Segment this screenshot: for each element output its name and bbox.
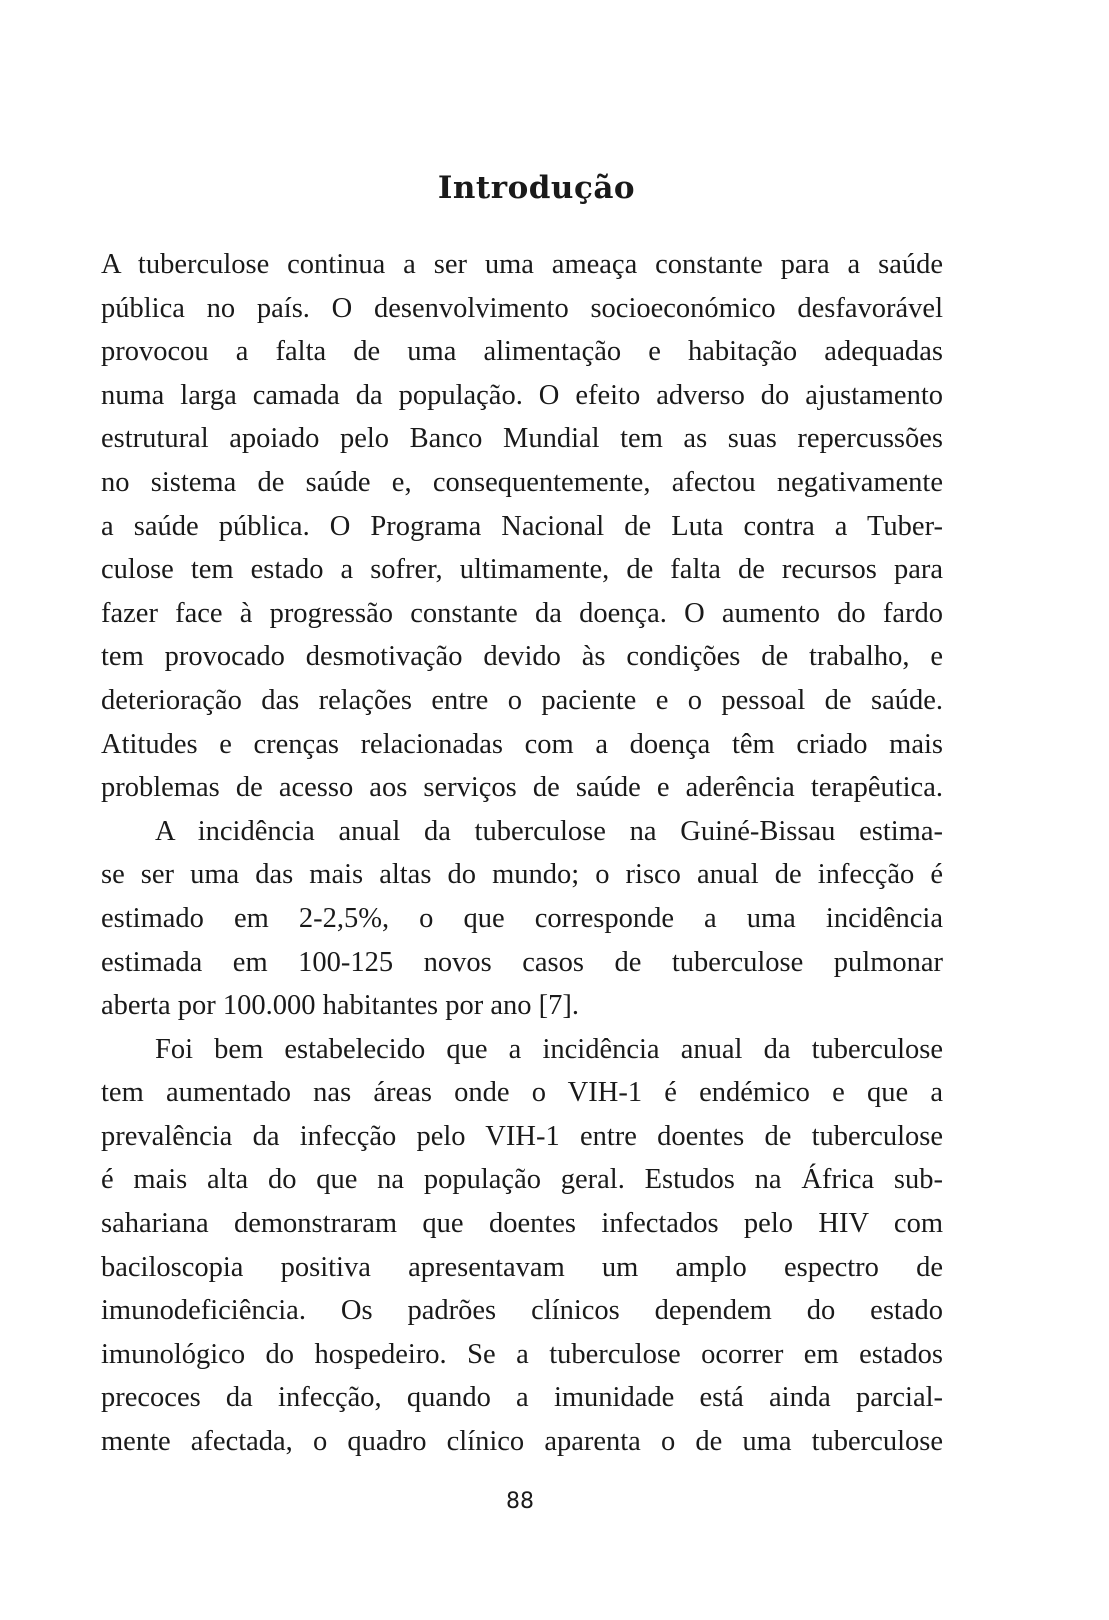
text-line: estimada em 100-125 novos casos de tuberculose pulmonar xyxy=(101,946,943,978)
text-line: tem provocado desmotivação devido às condições de trabalho, e xyxy=(101,641,943,673)
text-line: Foi bem estabelecido que a incidência anual da tuberculose xyxy=(155,1033,943,1065)
text-line: no sistema de saúde e, consequentemente, afectou negativamente xyxy=(101,466,943,498)
page-number: 88 xyxy=(506,1489,534,1514)
text-line: A tuberculose continua a ser uma ameaça constante para a saúde xyxy=(101,249,943,280)
paragraph-1 xyxy=(101,243,943,810)
text-line: A incidência anual da tuberculose na Guiné-Bissau estima- xyxy=(155,815,943,847)
text-line: imunológico do hospedeiro. Se a tuberculose ocorrer em estados xyxy=(101,1338,943,1370)
text-line: estimado em 2-2,5%, o que corresponde a uma incidência xyxy=(101,902,943,934)
text-line: se ser uma das mais altas do mundo; o risco anual de infecção é xyxy=(101,859,943,891)
body-text xyxy=(101,243,943,1464)
text-line: problemas de acesso aos serviços de saúde e aderência terapêutica. xyxy=(101,772,943,804)
text-line: é mais alta do que na população geral. Estudos na África sub- xyxy=(101,1164,943,1196)
text-line: fazer face à progressão constante da doença. O aumento do fardo xyxy=(101,597,943,629)
page-title: Introdução xyxy=(437,170,636,206)
paragraph-2 xyxy=(101,810,943,1028)
text-line: pública no país. O desenvolvimento socioeconómico desfavorável xyxy=(101,292,943,324)
text-line: tem aumentado nas áreas onde o VIH-1 é endémico e que a xyxy=(101,1077,943,1109)
text-line: mente afectada, o quadro clínico aparenta o de uma tuberculose xyxy=(101,1426,943,1458)
text-line: imunodeficiência. Os padrões clínicos dependem do estado xyxy=(101,1295,943,1327)
text-line: deterioração das relações entre o paciente e o pessoal de saúde. xyxy=(101,684,943,716)
text-line: culose tem estado a sofrer, ultimamente, de falta de recursos para xyxy=(101,554,943,586)
text-line: Atitudes e crenças relacionadas com a doença têm criado mais xyxy=(101,728,943,760)
text-line: a saúde pública. O Programa Nacional de Luta contra a Tuber- xyxy=(101,510,943,542)
text-line: prevalência da infecção pelo VIH-1 entre doentes de tuberculose xyxy=(101,1120,943,1152)
text-line: estrutural apoiado pelo Banco Mundial tem as suas repercussões xyxy=(101,423,943,455)
text-line: precoces da infecção, quando a imunidade está ainda parcial- xyxy=(101,1382,943,1414)
text-line: sahariana demonstraram que doentes infectados pelo HIV com xyxy=(101,1208,943,1240)
text-line: aberta por 100.000 habitantes por ano [7]. xyxy=(101,990,580,1022)
text-line: numa larga camada da população. O efeito adverso do ajustamento xyxy=(101,379,943,411)
text-line: baciloscopia positiva apresentavam um amplo espectro de xyxy=(101,1251,943,1283)
text-line: provocou a falta de uma alimentação e habitação adequadas xyxy=(101,336,943,368)
paragraph-3 xyxy=(101,1028,943,1464)
